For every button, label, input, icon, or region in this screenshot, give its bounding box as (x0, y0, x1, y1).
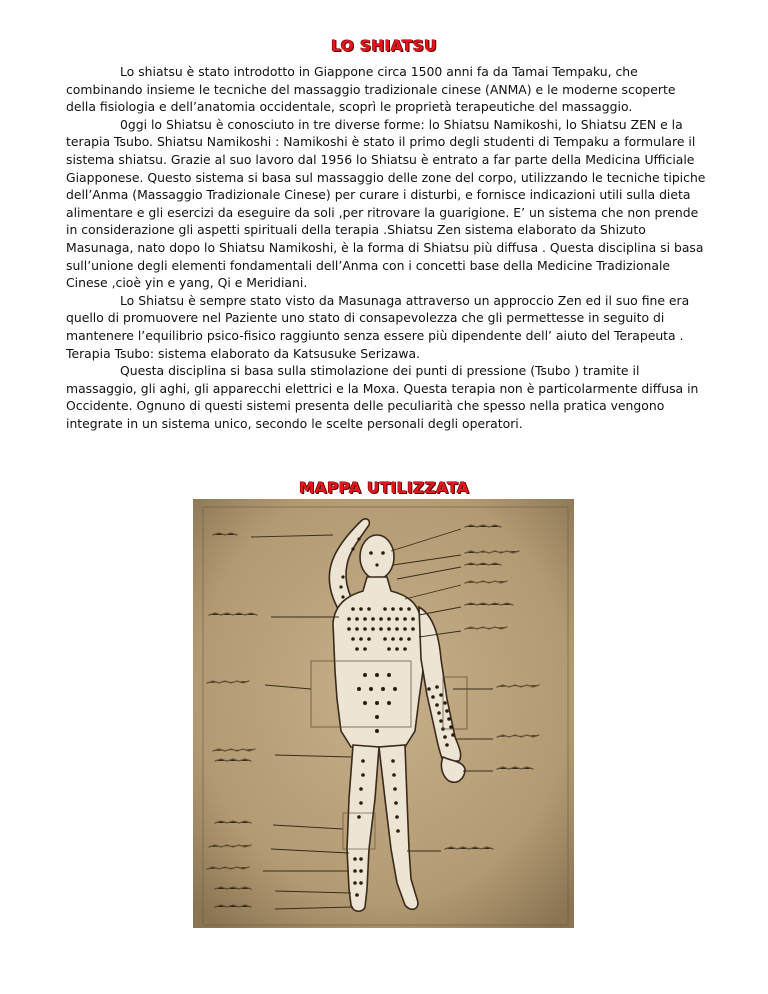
shiatsu-map-photo (193, 499, 574, 928)
paragraph: Lo shiatsu è stato introdotto in Giappone circa 1500 anni fa da Tamai Tempaku, che combinando insieme le tecniche del massaggio tradizionale cinese (ANMA) e le moderne scoperte della fisiologia e dell’anatomia occidentale, scoprì le proprietà terapeutiche del massaggio. (66, 64, 676, 115)
paragraph: Questa disciplina si basa sulla stimolazione dei punti di pressione (Tsubo ) tramite il massaggio, gli aghi, gli apparecchi elettrici e la Moxa. Questa terapia non è particolarmente diffusa in Occidente. Ognuno di questi sistemi presenta delle peculiarità che spesso nella pratica vengono integrate in un sistema unico, secondo le scelte personali degli operatori. (66, 363, 699, 431)
page-title: LO SHIATSU (331, 37, 437, 55)
section-title: MAPPA UTILIZZATA (298, 479, 470, 497)
paragraph: 0ggi lo Shiatsu è conosciuto in tre diverse forme: lo Shiatsu Namikoshi, lo Shiatsu ZEN e la terapia Tsubo. Shiatsu Namikoshi : Namikoshi è stato il primo degli studenti di Tempaku a formulare il sistema shiatsu. Grazie al suo lavoro dal 1956 lo Shiatsu è entrato a far parte della Medicina Ufficiale Giapponese. Questo sistema si basa sul massaggio delle zone del corpo, utilizzando le tecniche tipiche dell’Anma (Massaggio Tradizionale Cinese) per curare i disturbi, e fornisce indicazioni utili sulla dieta alimentare e gli esercizi da eseguire da soli ,per ritrovare la guarigione. E’ un sistema che non prende in considerazione gli aspetti spirituali della terapia .Shiatsu Zen sistema elaborato da Shizuto Masunaga, nato dopo lo Shiatsu Namikoshi, è la forma di Shiatsu più diffusa . Questa disciplina si basa sull’unione degli elementi fondamentali dell’Anma con i concetti base della Medicine Tradizionale Cinese ,cioè yin e yang, Qi e Meridiani. (66, 116, 706, 291)
paragraph: Lo Shiatsu è sempre stato visto da Masunaga attraverso un approccio Zen ed il suo fine era quello di promuovere nel Paziente uno stato di consapevolezza che gli permettesse in seguito di mantenere l’equilibrio psico-fisico raggiunto senza essere più dipendente dell’ aiuto del Terapeuta . Terapia Tsubo: sistema elaborato da Katsusuke Serizawa. (66, 292, 690, 361)
article-body (66, 63, 708, 432)
body-map-illustration (193, 499, 574, 928)
